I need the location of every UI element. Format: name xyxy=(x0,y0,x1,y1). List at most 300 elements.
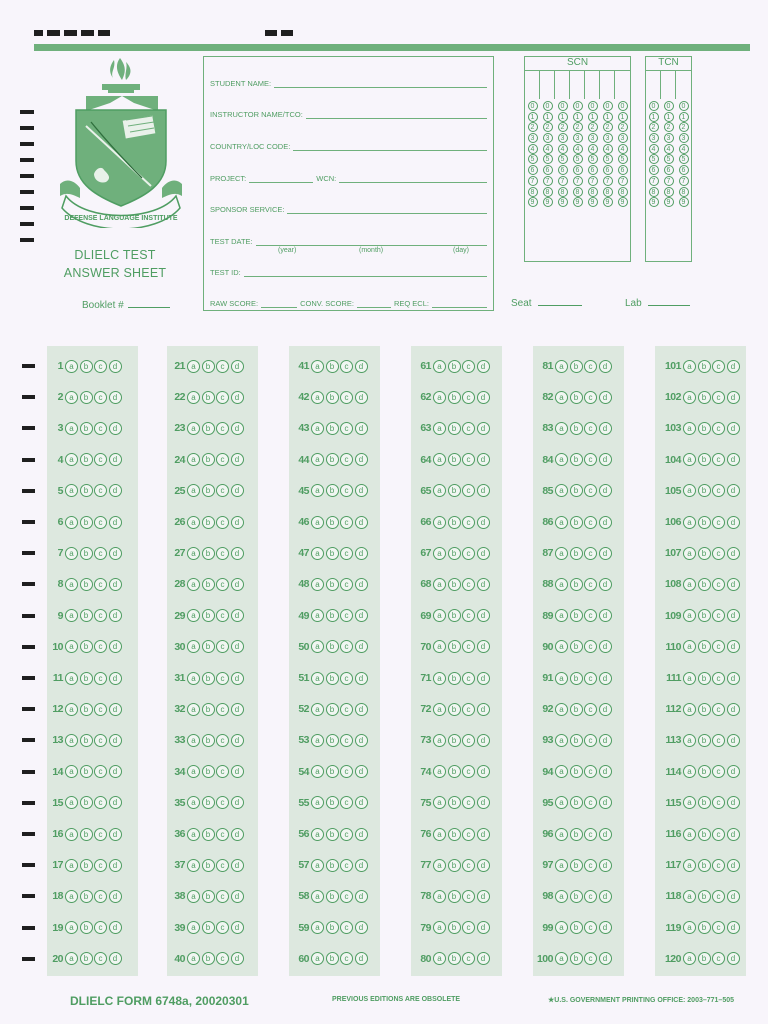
answer-bubble[interactable]: b xyxy=(570,921,583,934)
answer-bubble[interactable]: b xyxy=(202,453,215,466)
answer-bubble[interactable]: a xyxy=(555,578,568,591)
answer-bubble[interactable]: c xyxy=(584,391,597,404)
answer-bubble[interactable]: a xyxy=(65,640,78,653)
answer-bubble[interactable]: d xyxy=(109,360,122,373)
answer-bubble[interactable]: d xyxy=(109,703,122,716)
answer-bubble[interactable]: d xyxy=(355,921,368,934)
digit-bubble[interactable]: 8 xyxy=(649,187,659,197)
digit-bubble[interactable]: 9 xyxy=(543,197,553,207)
answer-bubble[interactable]: c xyxy=(584,453,597,466)
answer-bubble[interactable]: b xyxy=(448,734,461,747)
answer-bubble[interactable]: d xyxy=(231,391,244,404)
answer-bubble[interactable]: a xyxy=(311,360,324,373)
answer-bubble[interactable]: c xyxy=(462,734,475,747)
answer-bubble[interactable]: a xyxy=(433,453,446,466)
answer-bubble[interactable]: b xyxy=(698,640,711,653)
answer-bubble[interactable]: a xyxy=(311,422,324,435)
entry-cell[interactable] xyxy=(525,71,540,99)
digit-bubble[interactable]: 2 xyxy=(679,122,689,132)
digit-bubble[interactable]: 4 xyxy=(573,144,583,154)
digit-bubble[interactable]: 5 xyxy=(588,154,598,164)
answer-bubble[interactable]: b xyxy=(326,640,339,653)
answer-bubble[interactable]: c xyxy=(584,516,597,529)
digit-bubble[interactable]: 5 xyxy=(543,154,553,164)
answer-bubble[interactable]: d xyxy=(355,734,368,747)
digit-bubble[interactable]: 4 xyxy=(528,144,538,154)
answer-bubble[interactable]: c xyxy=(584,952,597,965)
digit-bubble[interactable]: 1 xyxy=(543,112,553,122)
answer-bubble[interactable]: c xyxy=(462,952,475,965)
answer-bubble[interactable]: d xyxy=(355,672,368,685)
digit-bubble[interactable]: 0 xyxy=(528,101,538,111)
answer-bubble[interactable]: a xyxy=(311,453,324,466)
answer-bubble[interactable]: a xyxy=(65,734,78,747)
answer-bubble[interactable]: d xyxy=(599,578,612,591)
answer-bubble[interactable]: a xyxy=(65,765,78,778)
answer-bubble[interactable]: d xyxy=(727,453,740,466)
answer-bubble[interactable]: a xyxy=(311,890,324,903)
digit-bubble[interactable]: 4 xyxy=(664,144,674,154)
answer-bubble[interactable]: c xyxy=(462,828,475,841)
digit-bubble[interactable]: 2 xyxy=(528,122,538,132)
answer-bubble[interactable]: a xyxy=(311,547,324,560)
answer-bubble[interactable]: b xyxy=(80,640,93,653)
answer-bubble[interactable]: b xyxy=(698,828,711,841)
answer-bubble[interactable]: c xyxy=(584,609,597,622)
digit-bubble[interactable]: 5 xyxy=(664,154,674,164)
answer-bubble[interactable]: d xyxy=(727,921,740,934)
digit-bubble[interactable]: 2 xyxy=(558,122,568,132)
answer-bubble[interactable]: d xyxy=(477,828,490,841)
digit-bubble[interactable]: 9 xyxy=(664,197,674,207)
answer-bubble[interactable]: d xyxy=(599,672,612,685)
answer-bubble[interactable]: b xyxy=(448,828,461,841)
entry-cell[interactable] xyxy=(676,71,691,99)
answer-bubble[interactable]: c xyxy=(94,422,107,435)
answer-bubble[interactable]: c xyxy=(216,578,229,591)
answer-bubble[interactable]: b xyxy=(202,422,215,435)
answer-bubble[interactable]: d xyxy=(355,828,368,841)
answer-bubble[interactable]: c xyxy=(216,952,229,965)
answer-bubble[interactable]: a xyxy=(433,765,446,778)
answer-bubble[interactable]: a xyxy=(683,547,696,560)
answer-bubble[interactable]: c xyxy=(216,859,229,872)
answer-bubble[interactable]: c xyxy=(584,547,597,560)
answer-bubble[interactable]: b xyxy=(448,422,461,435)
answer-bubble[interactable]: a xyxy=(555,952,568,965)
answer-bubble[interactable]: a xyxy=(187,890,200,903)
answer-bubble[interactable]: b xyxy=(202,391,215,404)
digit-bubble[interactable]: 6 xyxy=(649,165,659,175)
answer-bubble[interactable]: d xyxy=(599,422,612,435)
answer-bubble[interactable]: b xyxy=(326,828,339,841)
answer-bubble[interactable]: d xyxy=(109,672,122,685)
answer-bubble[interactable]: d xyxy=(109,516,122,529)
digit-bubble[interactable]: 8 xyxy=(528,187,538,197)
answer-bubble[interactable]: d xyxy=(231,921,244,934)
answer-bubble[interactable]: a xyxy=(555,609,568,622)
answer-bubble[interactable]: d xyxy=(231,734,244,747)
answer-bubble[interactable]: b xyxy=(570,640,583,653)
answer-bubble[interactable]: d xyxy=(477,859,490,872)
answer-bubble[interactable]: c xyxy=(462,422,475,435)
answer-bubble[interactable]: d xyxy=(727,890,740,903)
answer-bubble[interactable]: c xyxy=(340,609,353,622)
sponsor-field[interactable]: SPONSOR SERVICE: xyxy=(210,205,487,214)
answer-bubble[interactable]: c xyxy=(216,672,229,685)
answer-bubble[interactable]: d xyxy=(109,640,122,653)
answer-bubble[interactable]: b xyxy=(202,734,215,747)
answer-bubble[interactable]: b xyxy=(570,672,583,685)
answer-bubble[interactable]: b xyxy=(202,516,215,529)
answer-bubble[interactable]: a xyxy=(683,734,696,747)
answer-bubble[interactable]: b xyxy=(326,703,339,716)
digit-bubble[interactable]: 6 xyxy=(679,165,689,175)
answer-bubble[interactable]: c xyxy=(216,422,229,435)
answer-bubble[interactable]: b xyxy=(698,609,711,622)
country-field[interactable]: COUNTRY/LOC CODE: xyxy=(210,142,487,151)
answer-bubble[interactable]: d xyxy=(109,734,122,747)
answer-bubble[interactable]: d xyxy=(355,578,368,591)
answer-bubble[interactable]: b xyxy=(448,921,461,934)
digit-bubble[interactable]: 8 xyxy=(573,187,583,197)
answer-bubble[interactable]: c xyxy=(216,391,229,404)
digit-bubble[interactable]: 5 xyxy=(618,154,628,164)
booklet-field[interactable] xyxy=(82,300,170,311)
entry-cell[interactable] xyxy=(555,71,570,99)
answer-bubble[interactable]: c xyxy=(94,921,107,934)
answer-bubble[interactable]: a xyxy=(555,921,568,934)
answer-bubble[interactable]: d xyxy=(109,796,122,809)
answer-bubble[interactable]: d xyxy=(727,391,740,404)
answer-bubble[interactable]: a xyxy=(555,640,568,653)
answer-bubble[interactable]: b xyxy=(570,360,583,373)
answer-bubble[interactable]: d xyxy=(477,672,490,685)
answer-bubble[interactable]: d xyxy=(727,952,740,965)
digit-bubble[interactable]: 8 xyxy=(543,187,553,197)
answer-bubble[interactable]: a xyxy=(311,921,324,934)
digit-bubble[interactable]: 9 xyxy=(679,197,689,207)
answer-bubble[interactable]: b xyxy=(570,734,583,747)
answer-bubble[interactable]: d xyxy=(477,890,490,903)
answer-bubble[interactable]: b xyxy=(570,859,583,872)
answer-bubble[interactable]: a xyxy=(433,672,446,685)
answer-bubble[interactable]: c xyxy=(94,391,107,404)
digit-bubble[interactable]: 9 xyxy=(558,197,568,207)
answer-bubble[interactable]: a xyxy=(311,828,324,841)
answer-bubble[interactable]: a xyxy=(187,609,200,622)
digit-bubble[interactable]: 3 xyxy=(543,133,553,143)
answer-bubble[interactable]: a xyxy=(65,921,78,934)
answer-bubble[interactable]: c xyxy=(584,734,597,747)
digit-bubble[interactable]: 1 xyxy=(649,112,659,122)
answer-bubble[interactable]: b xyxy=(570,796,583,809)
answer-bubble[interactable]: d xyxy=(599,453,612,466)
digit-bubble[interactable]: 1 xyxy=(558,112,568,122)
answer-bubble[interactable]: b xyxy=(326,609,339,622)
digit-bubble[interactable]: 7 xyxy=(679,176,689,186)
answer-bubble[interactable]: c xyxy=(94,890,107,903)
digit-bubble[interactable]: 0 xyxy=(649,101,659,111)
digit-bubble[interactable]: 8 xyxy=(558,187,568,197)
answer-bubble[interactable]: d xyxy=(477,484,490,497)
answer-bubble[interactable]: d xyxy=(355,952,368,965)
answer-bubble[interactable]: c xyxy=(584,672,597,685)
answer-bubble[interactable]: a xyxy=(683,609,696,622)
answer-bubble[interactable]: a xyxy=(683,453,696,466)
answer-bubble[interactable]: b xyxy=(202,672,215,685)
answer-bubble[interactable]: c xyxy=(462,672,475,685)
answer-bubble[interactable]: c xyxy=(712,703,725,716)
digit-bubble[interactable]: 8 xyxy=(679,187,689,197)
answer-bubble[interactable]: c xyxy=(340,484,353,497)
answer-bubble[interactable]: c xyxy=(462,609,475,622)
project-field[interactable]: PROJECT: WCN: xyxy=(210,174,487,183)
answer-bubble[interactable]: c xyxy=(340,921,353,934)
answer-bubble[interactable]: b xyxy=(326,859,339,872)
digit-bubble[interactable]: 7 xyxy=(618,176,628,186)
answer-bubble[interactable]: c xyxy=(712,921,725,934)
answer-bubble[interactable]: b xyxy=(698,921,711,934)
answer-bubble[interactable]: a xyxy=(311,796,324,809)
answer-bubble[interactable]: c xyxy=(712,516,725,529)
answer-bubble[interactable]: c xyxy=(712,828,725,841)
answer-bubble[interactable]: b xyxy=(326,952,339,965)
answer-bubble[interactable]: a xyxy=(433,578,446,591)
answer-bubble[interactable]: d xyxy=(231,547,244,560)
answer-bubble[interactable]: a xyxy=(683,921,696,934)
answer-bubble[interactable]: b xyxy=(80,921,93,934)
answer-bubble[interactable]: c xyxy=(462,516,475,529)
answer-bubble[interactable]: b xyxy=(698,890,711,903)
digit-bubble[interactable]: 3 xyxy=(679,133,689,143)
digit-bubble[interactable]: 6 xyxy=(573,165,583,175)
answer-bubble[interactable]: a xyxy=(187,484,200,497)
answer-bubble[interactable]: b xyxy=(570,453,583,466)
entry-cell[interactable] xyxy=(600,71,615,99)
score-row[interactable]: RAW SCORE: CONV. SCORE: REQ ECL: xyxy=(210,299,487,308)
answer-bubble[interactable]: a xyxy=(555,734,568,747)
answer-bubble[interactable]: b xyxy=(698,516,711,529)
answer-bubble[interactable]: c xyxy=(94,952,107,965)
digit-bubble[interactable]: 8 xyxy=(603,187,613,197)
answer-bubble[interactable]: b xyxy=(326,360,339,373)
answer-bubble[interactable]: c xyxy=(584,828,597,841)
answer-bubble[interactable]: b xyxy=(326,765,339,778)
answer-bubble[interactable]: c xyxy=(340,703,353,716)
digit-bubble[interactable]: 5 xyxy=(528,154,538,164)
answer-bubble[interactable]: d xyxy=(109,484,122,497)
answer-bubble[interactable]: a xyxy=(683,360,696,373)
answer-bubble[interactable]: d xyxy=(477,640,490,653)
answer-bubble[interactable]: a xyxy=(555,360,568,373)
answer-bubble[interactable]: b xyxy=(80,828,93,841)
entry-cell[interactable] xyxy=(646,71,661,99)
answer-bubble[interactable]: a xyxy=(683,640,696,653)
answer-bubble[interactable]: d xyxy=(477,516,490,529)
answer-bubble[interactable]: a xyxy=(683,703,696,716)
test-id-field[interactable]: TEST ID: xyxy=(210,268,487,277)
answer-bubble[interactable]: d xyxy=(109,391,122,404)
answer-bubble[interactable]: c xyxy=(712,422,725,435)
answer-bubble[interactable]: d xyxy=(477,360,490,373)
answer-bubble[interactable]: c xyxy=(94,828,107,841)
answer-bubble[interactable]: b xyxy=(80,859,93,872)
answer-bubble[interactable]: c xyxy=(462,391,475,404)
answer-bubble[interactable]: d xyxy=(231,484,244,497)
answer-bubble[interactable]: d xyxy=(727,484,740,497)
answer-bubble[interactable]: c xyxy=(94,703,107,716)
answer-bubble[interactable]: a xyxy=(555,453,568,466)
answer-bubble[interactable]: c xyxy=(462,921,475,934)
answer-bubble[interactable]: b xyxy=(448,859,461,872)
digit-bubble[interactable]: 3 xyxy=(664,133,674,143)
answer-bubble[interactable]: a xyxy=(433,890,446,903)
answer-bubble[interactable]: b xyxy=(202,360,215,373)
answer-bubble[interactable]: b xyxy=(80,890,93,903)
answer-bubble[interactable]: c xyxy=(712,453,725,466)
answer-bubble[interactable]: d xyxy=(355,453,368,466)
digit-bubble[interactable]: 2 xyxy=(588,122,598,132)
digit-bubble[interactable]: 2 xyxy=(603,122,613,132)
answer-bubble[interactable]: d xyxy=(599,796,612,809)
answer-bubble[interactable]: d xyxy=(477,578,490,591)
answer-bubble[interactable]: a xyxy=(187,796,200,809)
answer-bubble[interactable]: a xyxy=(433,734,446,747)
answer-bubble[interactable]: d xyxy=(599,765,612,778)
answer-bubble[interactable]: c xyxy=(216,516,229,529)
answer-bubble[interactable]: c xyxy=(462,360,475,373)
answer-bubble[interactable]: a xyxy=(65,796,78,809)
digit-bubble[interactable]: 0 xyxy=(618,101,628,111)
answer-bubble[interactable]: d xyxy=(477,703,490,716)
answer-bubble[interactable]: a xyxy=(311,516,324,529)
answer-bubble[interactable]: b xyxy=(698,547,711,560)
answer-bubble[interactable]: a xyxy=(311,734,324,747)
answer-bubble[interactable]: c xyxy=(712,547,725,560)
answer-bubble[interactable]: a xyxy=(433,516,446,529)
answer-bubble[interactable]: a xyxy=(683,516,696,529)
answer-bubble[interactable]: a xyxy=(683,890,696,903)
answer-bubble[interactable]: d xyxy=(231,859,244,872)
answer-bubble[interactable]: d xyxy=(727,859,740,872)
answer-bubble[interactable]: b xyxy=(326,921,339,934)
answer-bubble[interactable]: d xyxy=(231,516,244,529)
answer-bubble[interactable]: b xyxy=(326,547,339,560)
answer-bubble[interactable]: a xyxy=(555,703,568,716)
answer-bubble[interactable]: d xyxy=(727,796,740,809)
answer-bubble[interactable]: c xyxy=(94,734,107,747)
answer-bubble[interactable]: a xyxy=(311,640,324,653)
answer-bubble[interactable]: c xyxy=(584,578,597,591)
answer-bubble[interactable]: a xyxy=(555,890,568,903)
answer-bubble[interactable]: b xyxy=(448,703,461,716)
answer-bubble[interactable]: c xyxy=(94,516,107,529)
answer-bubble[interactable]: c xyxy=(216,484,229,497)
answer-bubble[interactable]: d xyxy=(231,765,244,778)
answer-bubble[interactable]: a xyxy=(555,828,568,841)
answer-bubble[interactable]: b xyxy=(448,547,461,560)
answer-bubble[interactable]: a xyxy=(187,734,200,747)
entry-cell[interactable] xyxy=(585,71,600,99)
entry-cell[interactable] xyxy=(570,71,585,99)
answer-bubble[interactable]: d xyxy=(355,796,368,809)
answer-bubble[interactable]: c xyxy=(94,765,107,778)
answer-bubble[interactable]: a xyxy=(65,952,78,965)
digit-bubble[interactable]: 1 xyxy=(664,112,674,122)
answer-bubble[interactable]: b xyxy=(326,484,339,497)
answer-bubble[interactable]: c xyxy=(584,422,597,435)
seat-field[interactable] xyxy=(511,298,582,309)
answer-bubble[interactable]: b xyxy=(202,828,215,841)
answer-bubble[interactable]: b xyxy=(202,484,215,497)
answer-bubble[interactable]: a xyxy=(555,422,568,435)
answer-bubble[interactable]: b xyxy=(698,453,711,466)
digit-bubble[interactable]: 5 xyxy=(573,154,583,164)
answer-bubble[interactable]: a xyxy=(555,547,568,560)
answer-bubble[interactable]: b xyxy=(326,453,339,466)
digit-bubble[interactable]: 1 xyxy=(588,112,598,122)
answer-bubble[interactable]: b xyxy=(80,765,93,778)
answer-bubble[interactable]: d xyxy=(109,609,122,622)
answer-bubble[interactable]: d xyxy=(599,890,612,903)
answer-bubble[interactable]: d xyxy=(355,391,368,404)
answer-bubble[interactable]: c xyxy=(94,453,107,466)
digit-bubble[interactable]: 7 xyxy=(528,176,538,186)
answer-bubble[interactable]: c xyxy=(340,859,353,872)
digit-bubble[interactable]: 6 xyxy=(588,165,598,175)
digit-bubble[interactable]: 5 xyxy=(679,154,689,164)
answer-bubble[interactable]: a xyxy=(65,516,78,529)
answer-bubble[interactable]: c xyxy=(94,360,107,373)
answer-bubble[interactable]: a xyxy=(433,484,446,497)
digit-bubble[interactable]: 2 xyxy=(618,122,628,132)
digit-bubble[interactable]: 3 xyxy=(603,133,613,143)
digit-bubble[interactable]: 0 xyxy=(679,101,689,111)
answer-bubble[interactable]: d xyxy=(727,765,740,778)
answer-bubble[interactable]: d xyxy=(477,547,490,560)
answer-bubble[interactable]: d xyxy=(727,672,740,685)
answer-bubble[interactable]: d xyxy=(727,734,740,747)
digit-bubble[interactable]: 0 xyxy=(664,101,674,111)
student-name-field[interactable]: STUDENT NAME: xyxy=(210,79,487,88)
digit-bubble[interactable]: 4 xyxy=(543,144,553,154)
answer-bubble[interactable]: a xyxy=(187,672,200,685)
digit-bubble[interactable]: 4 xyxy=(649,144,659,154)
answer-bubble[interactable]: a xyxy=(187,828,200,841)
answer-bubble[interactable]: d xyxy=(231,828,244,841)
digit-bubble[interactable]: 6 xyxy=(618,165,628,175)
answer-bubble[interactable]: d xyxy=(109,422,122,435)
answer-bubble[interactable]: c xyxy=(94,640,107,653)
answer-bubble[interactable]: d xyxy=(231,703,244,716)
answer-bubble[interactable]: c xyxy=(216,765,229,778)
answer-bubble[interactable]: d xyxy=(477,391,490,404)
digit-bubble[interactable]: 6 xyxy=(528,165,538,175)
answer-bubble[interactable]: b xyxy=(80,796,93,809)
answer-bubble[interactable]: b xyxy=(448,796,461,809)
answer-bubble[interactable]: a xyxy=(555,672,568,685)
answer-bubble[interactable]: b xyxy=(202,890,215,903)
answer-bubble[interactable]: b xyxy=(326,890,339,903)
answer-bubble[interactable]: b xyxy=(448,578,461,591)
answer-bubble[interactable]: c xyxy=(94,672,107,685)
answer-bubble[interactable]: c xyxy=(462,640,475,653)
answer-bubble[interactable]: c xyxy=(340,765,353,778)
answer-bubble[interactable]: c xyxy=(216,703,229,716)
answer-bubble[interactable]: d xyxy=(727,609,740,622)
answer-bubble[interactable]: c xyxy=(462,703,475,716)
